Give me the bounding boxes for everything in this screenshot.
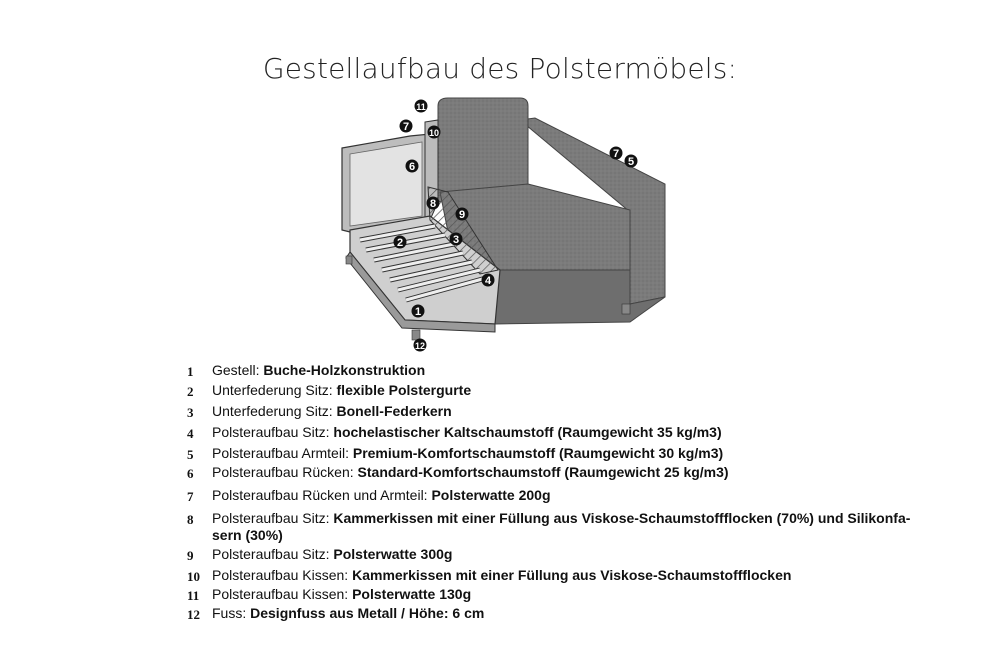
legend-number: 11 <box>187 588 200 603</box>
marker-4-label: 4 <box>484 275 492 287</box>
legend-label: Fuss: <box>212 605 247 621</box>
legend-row-7 <box>187 487 551 505</box>
legend-row-1 <box>187 362 425 380</box>
legend-label: Polsteraufbau Armteil: <box>212 445 349 461</box>
marker-7a-label: 7 <box>402 121 410 133</box>
marker-7b-label: 7 <box>612 148 620 160</box>
legend-number: 12 <box>187 607 200 622</box>
legend-label: Polsteraufbau Sitz: <box>212 546 330 562</box>
legend-label: Gestell: <box>212 362 260 378</box>
marker-10 <box>428 126 441 139</box>
legend-description: Polsterwatte 130g <box>352 586 472 602</box>
legend-number: 10 <box>187 569 200 584</box>
foot-front <box>412 330 420 340</box>
marker-8-label: 8 <box>429 198 437 210</box>
marker-3-label: 3 <box>452 234 460 246</box>
legend-label: Polsteraufbau Sitz: <box>212 510 330 526</box>
marker-5-label: 5 <box>627 156 635 168</box>
legend-description: Kammerkissen mit einer Füllung aus Viskose-Schaumstoffflocken <box>352 567 792 583</box>
legend-number: 9 <box>187 548 194 563</box>
marker-12 <box>414 339 427 352</box>
legend-description: Standard-Komfortschaumstoff (Raumgewicht 25 kg/m3) <box>357 464 729 480</box>
marker-11-label: 11 <box>416 102 426 112</box>
legend-number: 3 <box>187 405 194 420</box>
marker-6-label: 6 <box>408 161 416 173</box>
legend-row-5 <box>187 445 723 463</box>
legend-description-continued: sern (30%) <box>212 527 283 543</box>
legend-number: 4 <box>187 426 194 441</box>
legend-row-3 <box>187 403 452 421</box>
marker-10-label: 10 <box>428 128 440 138</box>
legend-row-10 <box>187 567 791 585</box>
legend-number: 6 <box>187 466 194 481</box>
legend-row-11 <box>187 586 471 604</box>
legend-label: Unterfederung Sitz: <box>212 382 333 398</box>
legend-label: Polsteraufbau Kissen: <box>212 586 349 602</box>
marker-12-label: 12 <box>414 341 426 351</box>
legend-description: Premium-Komfortschaumstoff (Raumgewicht 30 kg/m3) <box>352 445 724 461</box>
legend-row-6 <box>187 464 729 482</box>
legend-label: Polsteraufbau Rücken und Armteil: <box>212 487 428 503</box>
legend-label: Unterfederung Sitz: <box>212 403 333 419</box>
sofa-cutaway-diagram <box>330 92 680 357</box>
legend-row-8 <box>187 510 962 544</box>
legend-number: 2 <box>187 384 194 399</box>
legend-row-2 <box>187 382 471 400</box>
legend-description: Bonell-Federkern <box>336 403 452 419</box>
legend-description: Buche-Holzkonstruktion <box>263 362 426 378</box>
foot-left <box>346 256 352 264</box>
foot-right <box>622 304 630 314</box>
legend-number: 5 <box>187 447 194 462</box>
legend-number: 1 <box>187 364 194 379</box>
legend-number: 8 <box>187 512 194 527</box>
legend-row-12 <box>187 605 484 623</box>
legend-number: 7 <box>187 489 194 504</box>
marker-11 <box>415 100 428 113</box>
legend-row-4 <box>187 424 722 442</box>
legend-description: Kammerkissen mit einer Füllung aus Viskose-Schaumstoffflocken (70%) und Silikonfa- <box>333 510 911 526</box>
legend-row-9 <box>187 546 452 564</box>
sofa-illustration <box>330 92 680 357</box>
legend-description: Polsterwatte 300g <box>333 546 453 562</box>
marker-1-label: 1 <box>414 306 422 318</box>
marker-2-label: 2 <box>396 237 404 249</box>
legend-description: flexible Polstergurte <box>336 382 472 398</box>
legend-label: Polsteraufbau Sitz: <box>212 424 330 440</box>
legend-description: Designfuss aus Metall / Höhe: 6 cm <box>250 605 485 621</box>
legend-label: Polsteraufbau Kissen: <box>212 567 349 583</box>
legend-description: Polsterwatte 200g <box>431 487 551 503</box>
page-title: Gestellaufbau des Polstermöbels: <box>262 52 738 85</box>
legend-description: hochelastischer Kaltschaumstoff (Raumgewicht 35 kg/m3) <box>333 424 722 440</box>
marker-7a <box>400 120 413 134</box>
marker-9-label: 9 <box>458 209 466 221</box>
legend-label: Polsteraufbau Rücken: <box>212 464 354 480</box>
